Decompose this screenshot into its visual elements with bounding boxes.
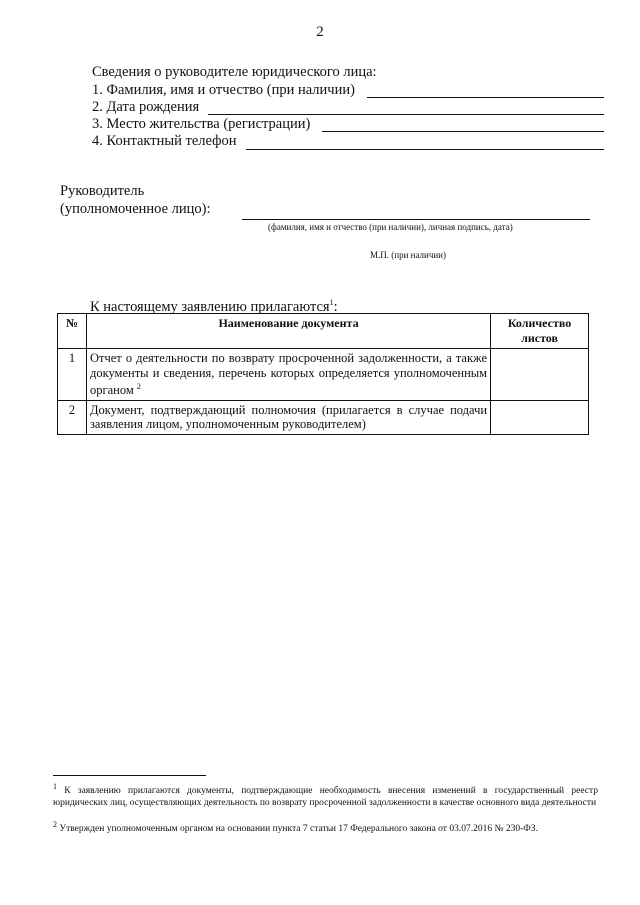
attachments-intro: К настоящему заявлению прилагаются$^1$: <box>90 298 338 315</box>
table-row <box>58 349 589 401</box>
row-sheet-count[interactable] <box>491 349 589 401</box>
phone-fill-line <box>246 149 604 150</box>
header-document-name: Наименование документа <box>86 314 490 349</box>
signatory-sublabel: (уполномоченное лицо): <box>60 201 211 217</box>
birthdate-fill-line <box>208 114 604 115</box>
header-sheet-count: Количество листов <box>491 314 589 349</box>
row-sheet-count[interactable] <box>491 400 589 434</box>
info-heading: Сведения о руководителе юридического лица: <box>92 64 377 80</box>
row-number: 2 <box>58 400 87 434</box>
row-number: 1 <box>58 349 87 401</box>
page-number: 2 <box>316 24 324 40</box>
row-document-name: Документ, подтверждающий полномочия (прилагается в случае подачи заявления лицом, уполномоченным руководителем) <box>86 400 490 434</box>
footnote-2: $^2$ Утвержден уполномоченным органом на основании пункта 7 статьи 17 Федерального закона от 03.07.2016 № 230-ФЗ. <box>53 820 538 835</box>
stamp-note: М.П. (при наличии) <box>370 250 446 260</box>
info-item-name: 1. Фамилия, имя и отчество (при наличии) <box>92 82 355 98</box>
signature-caption: (фамилия, имя и отчество (при наличии), личная подпись, дата) <box>268 222 513 232</box>
residence-fill-line <box>322 131 604 132</box>
info-item-residence: 3. Место жительства (регистрации) <box>92 116 311 132</box>
attachments-table <box>57 313 589 435</box>
footnote-1: $^1$ К заявлению прилагаются документы, подтверждающие необходимость внесения изменений в государственный реестр юридических лиц, осуществляющих деятельность по возврату просроченной задолженности в качестве основного вида деятельности <box>53 782 599 808</box>
row-document-name: Отчет о деятельности по возврату просроченной задолженности, а также документы и сведения, перечень которых определяется уполномоченным органом $^2$ <box>86 349 490 401</box>
signatory-label: Руководитель <box>60 183 145 199</box>
table-row <box>58 400 589 434</box>
info-item-phone: 4. Контактный телефон <box>92 133 237 149</box>
info-item-birthdate: 2. Дата рождения <box>92 99 200 115</box>
footnote-ref-1: 1 <box>329 298 334 307</box>
name-fill-line <box>367 97 604 98</box>
footnote-ref-2: 2 <box>136 382 141 391</box>
footnote-separator <box>53 775 206 776</box>
signature-fill-line <box>242 219 590 220</box>
table-header-row <box>58 314 589 349</box>
header-number: № <box>58 314 87 349</box>
